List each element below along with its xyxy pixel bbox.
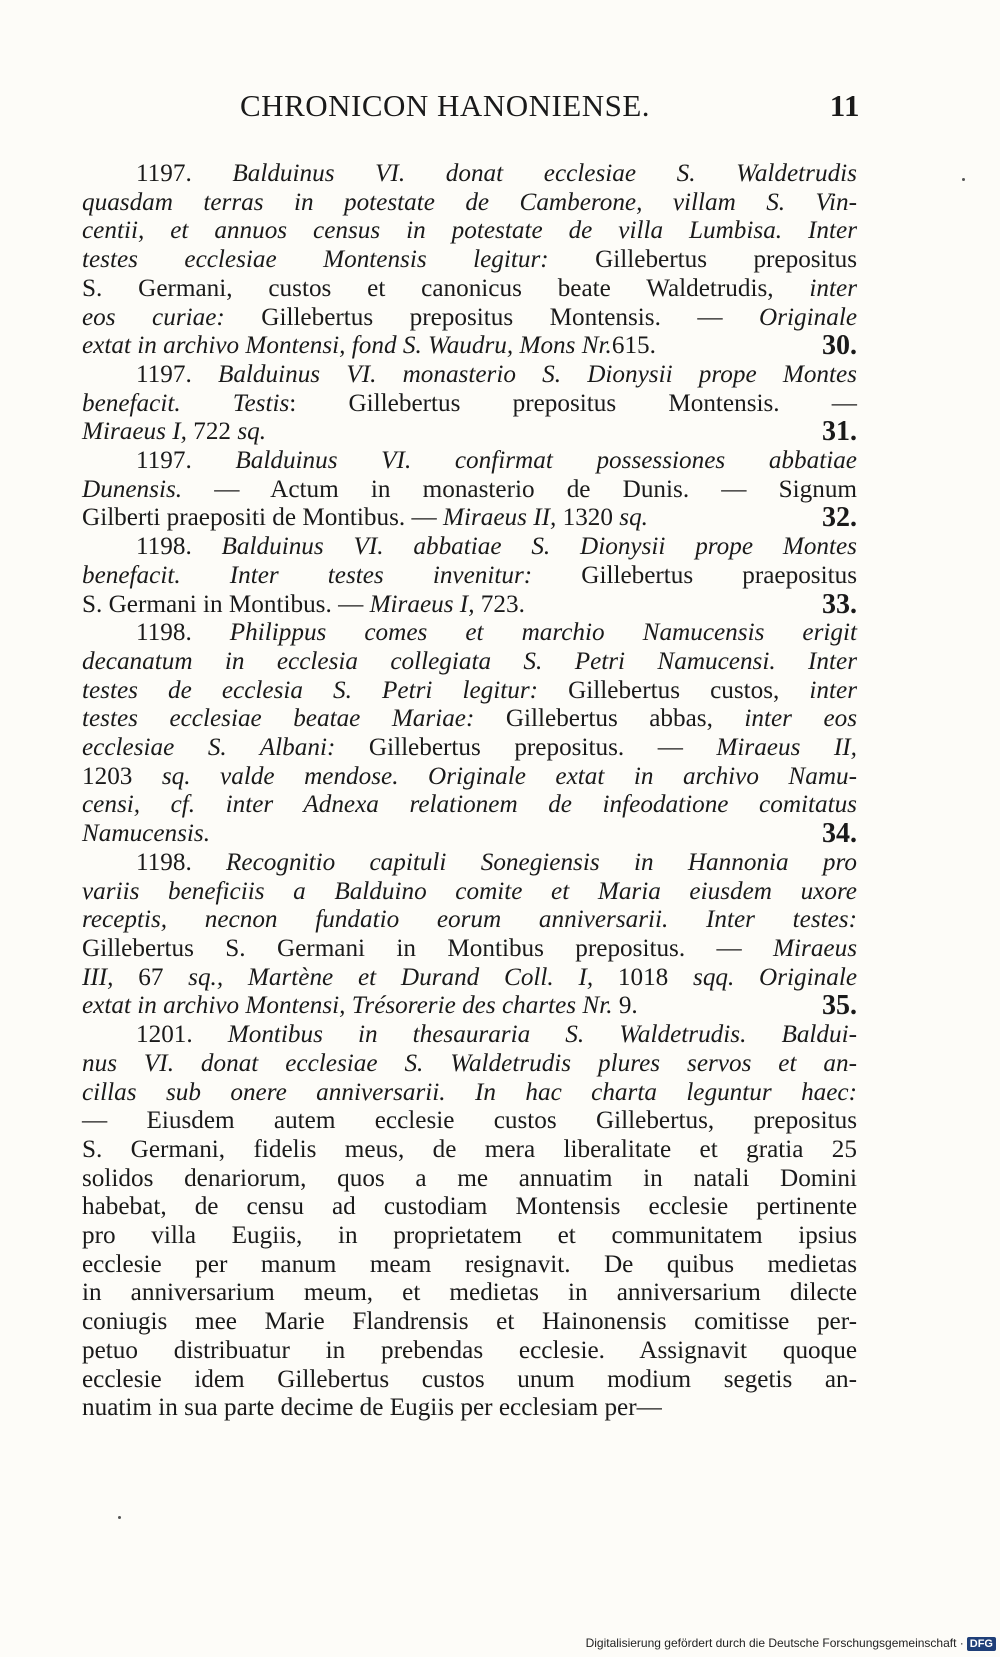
- text-line: 1197. Balduinus VI. monasterio S. Dionysii prope Montes: [136, 360, 857, 388]
- text-line: 1201. Montibus in thesauraria S. Waldetrudis. Baldui-: [136, 1021, 857, 1049]
- text-line: quasdam terras in potestate de Camberone, villam S. Vin-: [82, 188, 857, 216]
- text-line: nuatim in sua parte decime de Eugiis per ecclesiam per—: [82, 1394, 662, 1422]
- entry-paragraph: [82, 447, 857, 533]
- text-line: Gillebertus S. Germani in Montibus prepositus. — Miraeus: [82, 934, 857, 962]
- text-line: pro villa Eugiis, in proprietatem et communitatem ipsius: [82, 1222, 857, 1250]
- entry-paragraph: [82, 160, 857, 361]
- dfg-logo-icon: DFG: [967, 1637, 996, 1651]
- text-line: S. Germani in Montibus. — Miraeus I, 723. 33.: [82, 588, 857, 620]
- scan-speck: [962, 178, 965, 181]
- text-line: ecclesie per manum meam resignavit. De quibus medietas: [82, 1250, 857, 1278]
- text-line: 1198. Recognitio capituli Sonegiensis in Hannonia pro: [136, 848, 857, 876]
- text-line: nus VI. donat ecclesiae S. Waldetrudis plures servos et an-: [82, 1049, 857, 1077]
- body-text: [82, 160, 857, 1423]
- text-line: testes de ecclesia S. Petri legitur: Gillebertus custos, inter: [82, 676, 857, 704]
- text-line: ecclesiae S. Albani: Gillebertus prepositus. — Miraeus II,: [82, 734, 857, 762]
- entry-number: 30.: [822, 330, 857, 362]
- text-line: petuo distribuatur in prebendas ecclesie. Assignavit quoque: [82, 1336, 857, 1364]
- scan-speck: [118, 1516, 121, 1519]
- text-line: Gilberti praepositi de Montibus. — Miraeus II, 1320 sq. 32.: [82, 502, 857, 534]
- text-line: benefacit. Inter testes invenitur: Gillebertus praepositus: [82, 561, 857, 589]
- text-line: 1198. Balduinus VI. abbatiae S. Dionysii prope Montes: [136, 533, 857, 561]
- text-line: testes ecclesiae Montensis legitur: Gillebertus prepositus: [82, 246, 857, 274]
- entry-paragraph: [82, 619, 857, 849]
- text-line: Miraeus I, 722 sq. 31.: [82, 416, 857, 448]
- text-line: solidos denariorum, quos a me annuatim in natali Domini: [82, 1164, 857, 1192]
- entry-number: 35.: [822, 990, 857, 1022]
- text-line: coniugis mee Marie Flandrensis et Hainonensis comitisse per-: [82, 1308, 857, 1336]
- entry-number: 33.: [822, 588, 857, 620]
- text-line: Namucensis. 34.: [82, 818, 857, 850]
- text-line: in anniversarium meum, et medietas in anniversarium dilecte: [82, 1279, 857, 1307]
- text-line: 1203 sq. valde mendose. Originale extat in archivo Namu-: [82, 762, 857, 790]
- text-line: cillas sub onere anniversarii. In hac charta leguntur haec:: [82, 1078, 857, 1106]
- entry-paragraph: [82, 1021, 857, 1423]
- text-line: extat in archivo Montensi, Trésorerie des chartes Nr. 9. 35.: [82, 990, 857, 1022]
- text-line: 1198. Philippus comes et marchio Namucensis erigit: [136, 619, 857, 647]
- text-line: Dunensis. — Actum in monasterio de Dunis. — Signum: [82, 475, 857, 503]
- text-line: testes ecclesiae beatae Mariae: Gillebertus abbas, inter eos: [82, 705, 858, 733]
- text-line: S. Germani, custos et canonicus beate Waldetrudis, inter: [82, 274, 857, 302]
- entry-paragraph: [82, 849, 857, 1021]
- entry-paragraph: [82, 533, 857, 619]
- text-line: extat in archivo Montensi, fond S. Waudru, Mons Nr.615. 30.: [82, 330, 857, 362]
- text-line: receptis, necnon fundatio eorum anniversarii. Inter testes:: [82, 906, 857, 934]
- text-line: habebat, de censu ad custodiam Montensis ecclesie pertinente: [82, 1193, 857, 1221]
- running-title: CHRONICON HANONIENSE.: [240, 88, 651, 123]
- entry-number: 31.: [822, 416, 857, 448]
- text-line: variis beneficiis a Balduino comite et Maria eiusdem uxore: [82, 877, 857, 905]
- text-line: ecclesie idem Gillebertus custos unum modium segetis an-: [82, 1365, 857, 1393]
- text-line: centii, et annuos census in potestate de villa Lumbisa. Inter: [82, 217, 857, 245]
- entry-paragraph: [82, 361, 857, 447]
- text-line: decanatum in ecclesia collegiata S. Petri Namucensi. Inter: [82, 647, 857, 675]
- entry-number: 32.: [822, 502, 857, 534]
- text-line: censi, cf. inter Adnexa relationem de infeodatione comitatus: [82, 791, 857, 819]
- footer-credit: [586, 1636, 996, 1651]
- entry-number: 34.: [822, 818, 857, 850]
- text-line: S. Germani, fidelis meus, de mera liberalitate et gratia 25: [82, 1135, 857, 1163]
- text-line: 1197. Balduinus VI. donat ecclesiae S. Waldetrudis: [136, 160, 857, 187]
- text-line: 1197. Balduinus VI. confirmat possessiones abbatiae: [136, 447, 857, 475]
- text-line: eos curiae: Gillebertus prepositus Montensis. — Originale: [82, 303, 857, 331]
- page-number: 11: [829, 88, 860, 123]
- footer-text: Digitalisierung gefördert durch die Deutsche Forschungsgemeinschaft ·: [585, 1636, 964, 1650]
- text-line: — Eiusdem autem ecclesie custos Gillebertus, prepositus: [82, 1107, 857, 1135]
- text-line: III, 67 sq., Martène et Durand Coll. I, 1018 sqq. Originale: [82, 963, 857, 991]
- text-line: benefacit. Testis: Gillebertus prepositus Montensis. —: [82, 389, 857, 417]
